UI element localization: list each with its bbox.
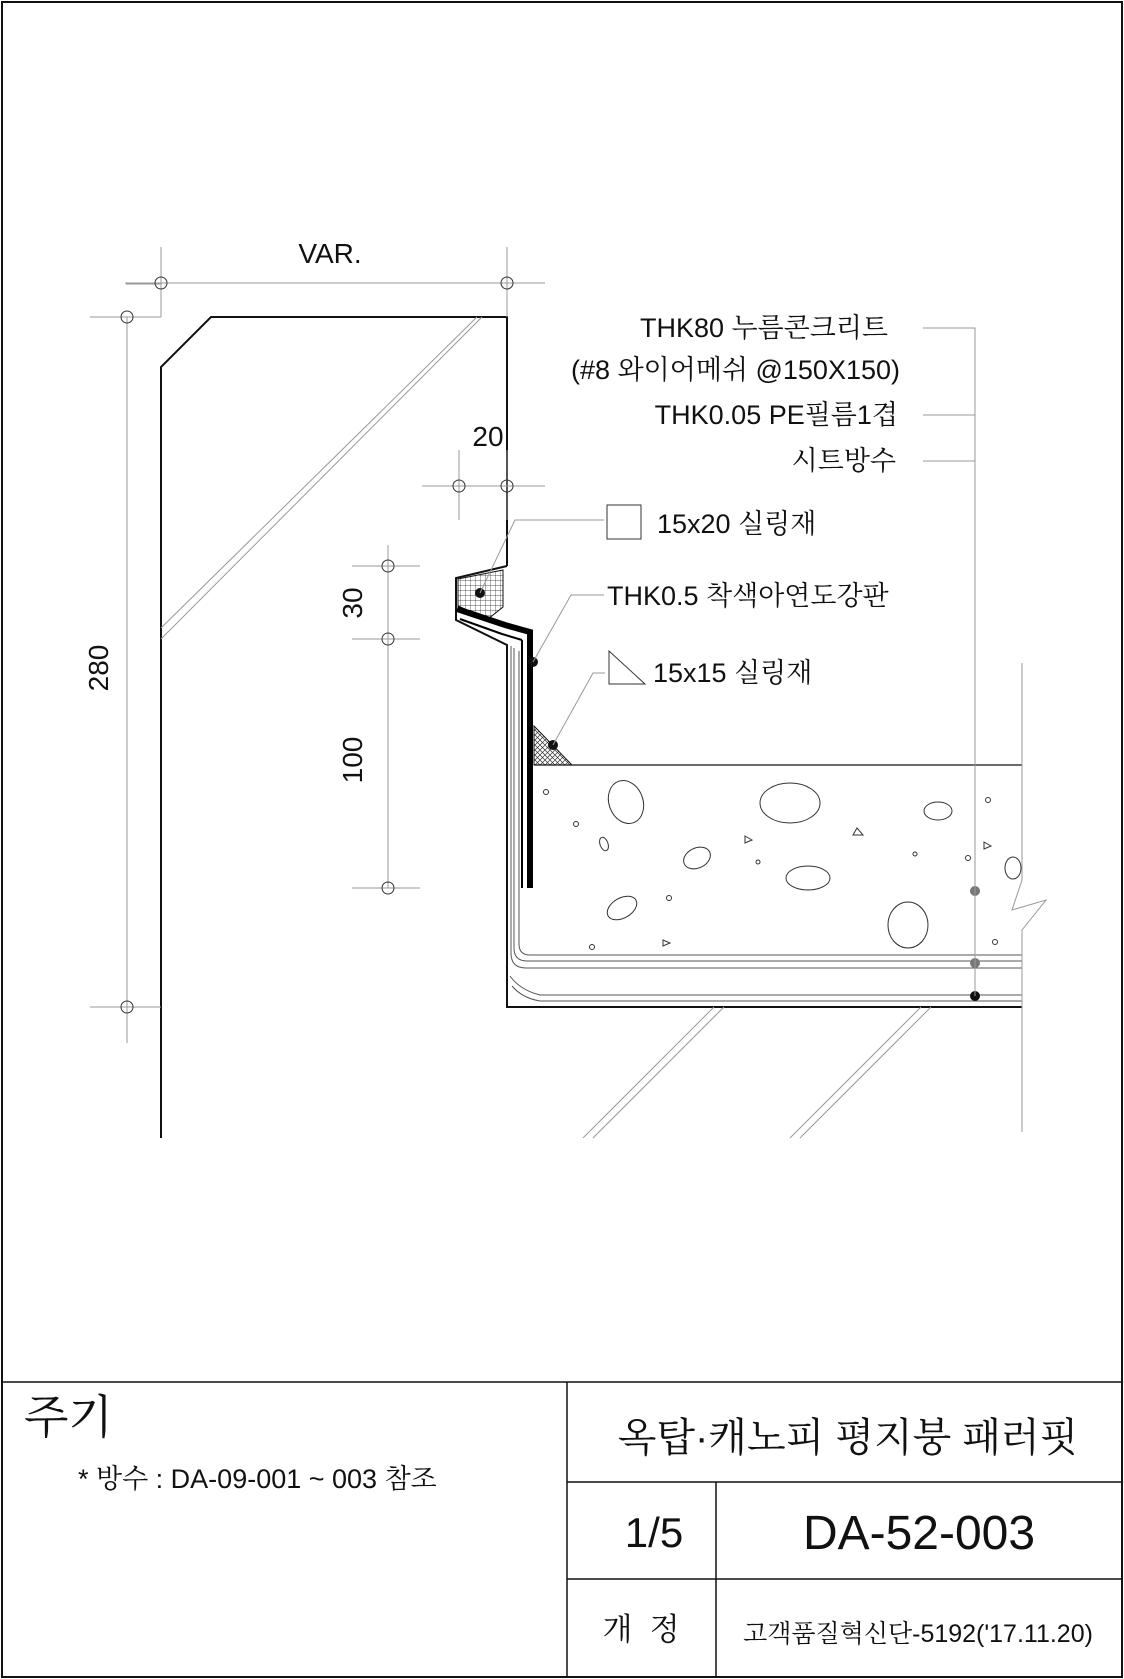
callout-steel-plate: THK0.5 착색아연도강판: [607, 581, 889, 611]
membrane-line-5: [512, 986, 1022, 1001]
callout-sealant-15x15: 15x15 실링재: [653, 658, 813, 688]
dim-30-label: 30: [337, 587, 368, 619]
membrane-line-2: [519, 651, 1022, 955]
layer-leader: [923, 328, 975, 996]
concrete-aggregate: [544, 776, 1022, 950]
dimension-ticks: [121, 277, 513, 1013]
drawing-title: 옥탑·캐노피 평지붕 패러핏: [617, 1416, 1079, 1460]
dim-20-label: 20: [472, 421, 504, 452]
break-line: [1012, 763, 1046, 1132]
callout-concrete: THK80 누름콘크리트: [639, 313, 888, 343]
parapet-outline: [161, 317, 507, 1138]
parapet-detail: [90, 247, 1046, 1138]
parapet-hatch-2: [161, 317, 482, 639]
symbol-sealant-triangle: [609, 651, 645, 684]
parapet-hatch-1: [161, 317, 477, 628]
notes-line: * 방수 : DA-09-001 ~ 003 참조: [78, 1464, 437, 1494]
dim-280-label: 280: [83, 644, 114, 692]
callout-sheet-waterproof: 시트방수: [791, 446, 896, 476]
revision-value: 고객품질혁신단-5192('17.11.20): [743, 1620, 1093, 1648]
sheet-number: 1/5: [624, 1509, 684, 1556]
parapet-inner-wall: [456, 566, 1022, 1007]
dim-100-label: 100: [337, 736, 368, 784]
membrane-line-4: [510, 976, 1022, 995]
symbol-sealant-square: [607, 505, 641, 539]
membrane-line-1: [514, 648, 1022, 961]
dimension-lines: [90, 247, 545, 1043]
callout-pe-film: THK0.05 PE필름1겹: [654, 400, 898, 430]
dim-var-label: VAR.: [298, 238, 362, 269]
notes-heading: 주기: [24, 1391, 113, 1443]
callout-wire-mesh: (#8 와이어메쉬 @150X150): [571, 355, 900, 385]
drawing-number: DA-52-003: [802, 1507, 1036, 1560]
membrane-line-3: [511, 646, 1022, 968]
callout-sealant-15x20: 15x20 실링재: [657, 509, 817, 539]
revision-label: 개 정: [602, 1612, 680, 1647]
